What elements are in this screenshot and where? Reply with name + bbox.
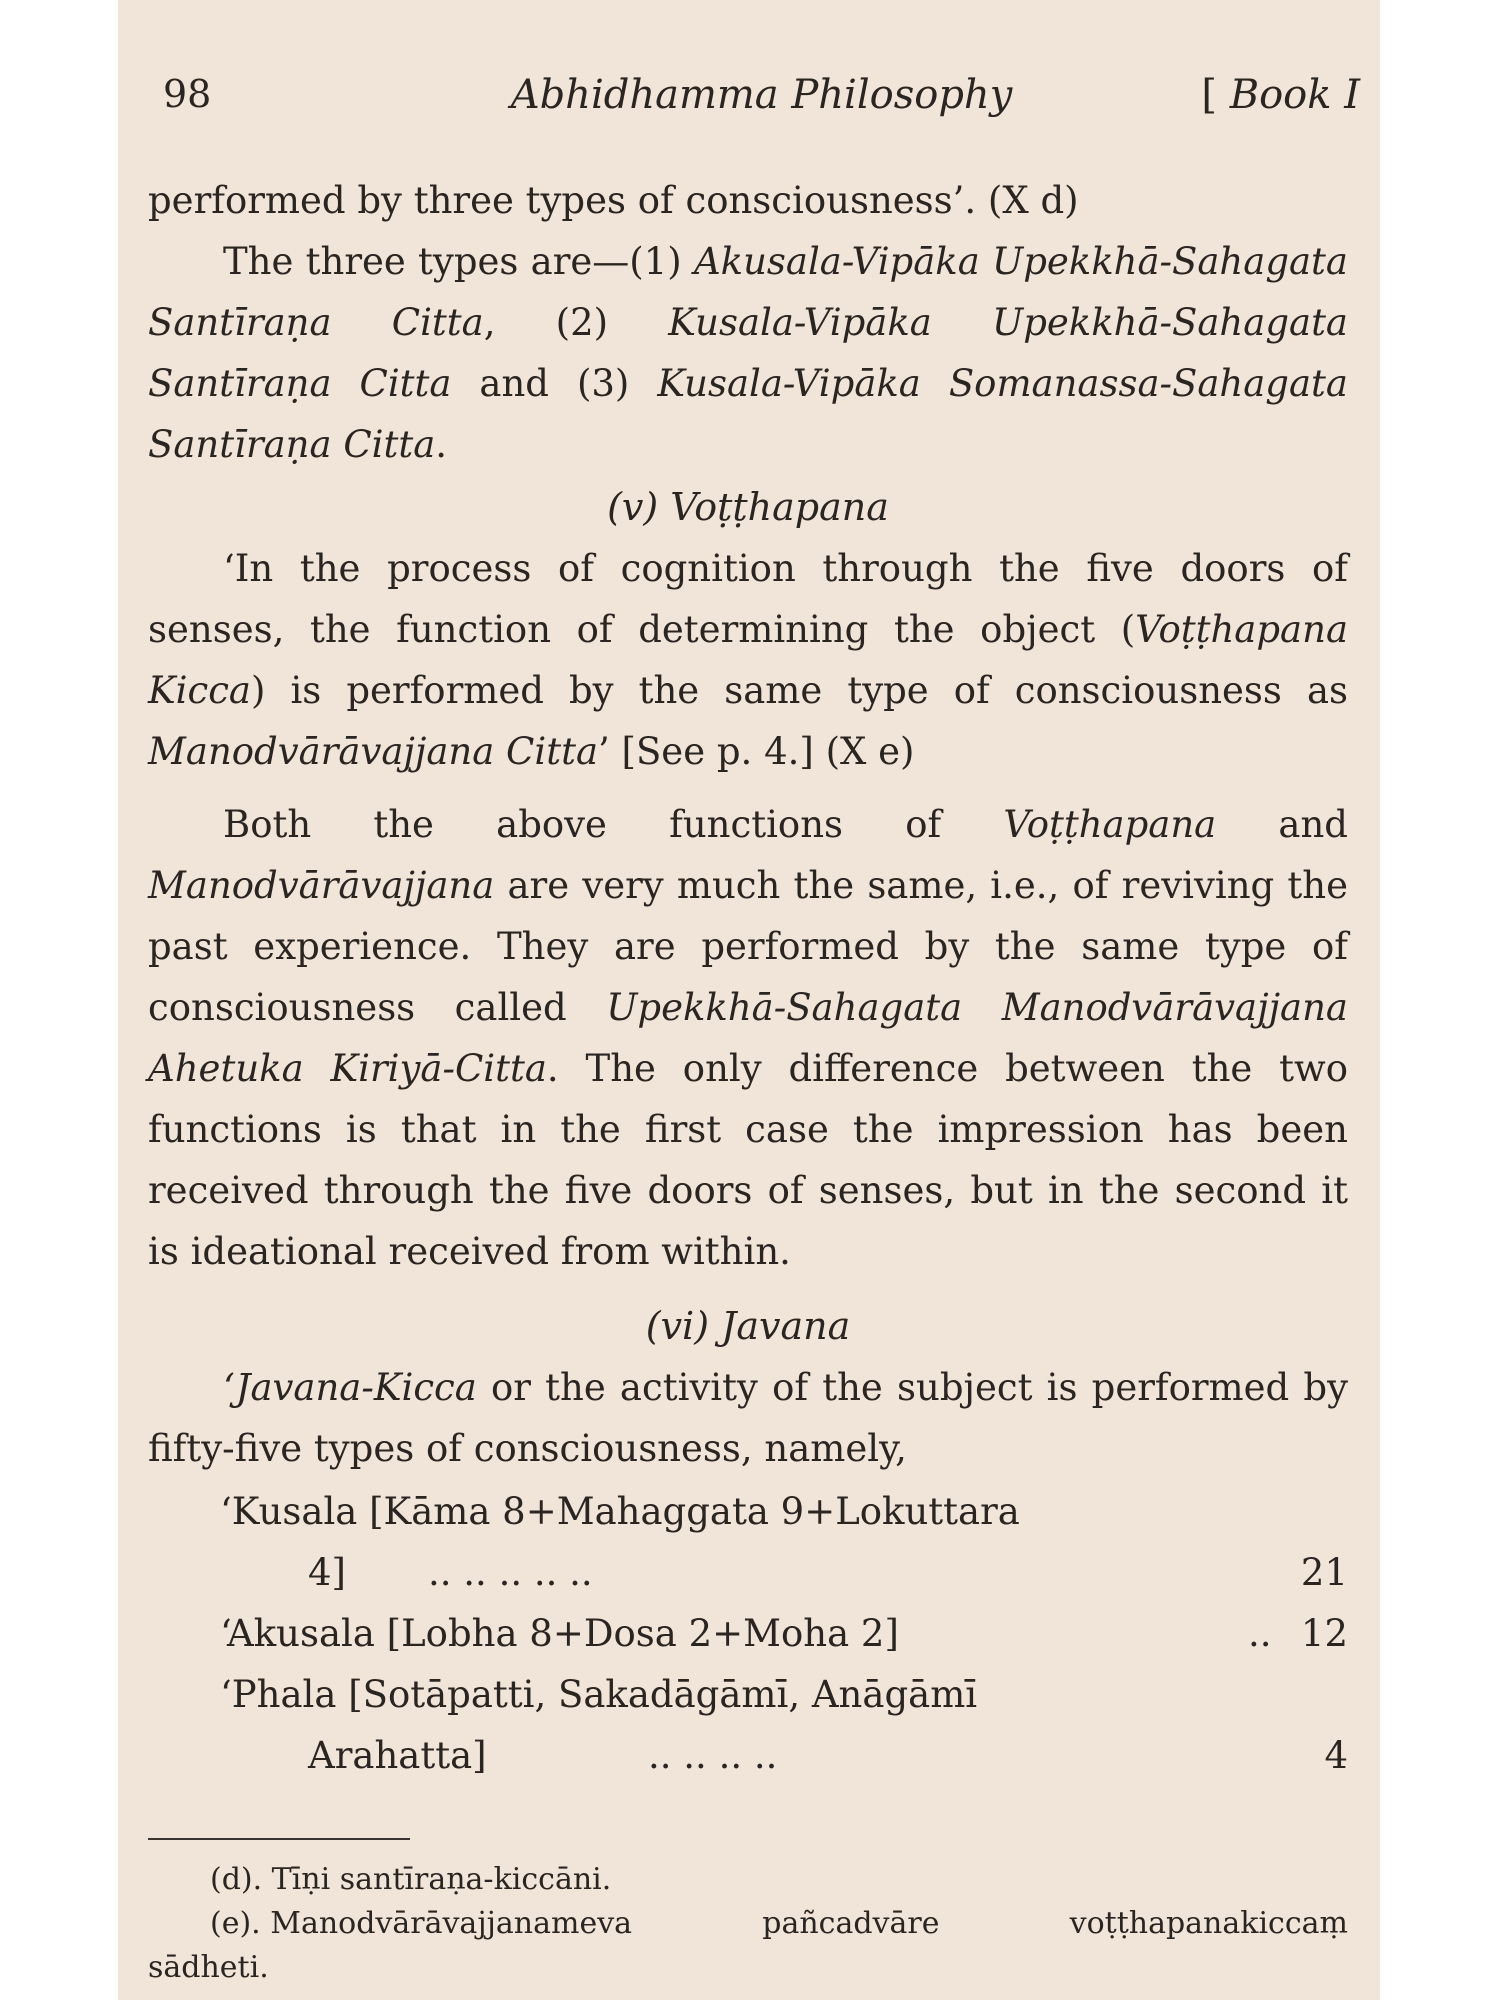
leader-dots: .. [1248, 1612, 1272, 1655]
body-text [148, 170, 1348, 1786]
both-functions-paragraph: Both the above functions of Voṭṭhapana and Manodvārāvajjana are very much the same, i.e., of reviving the past experience. They are performed by the same type of consciousness called Upekkhā-Sahagata Manodvārāvajjana Ahetuka Kiriyā-Citta. The only difference between the two functions is that in the first case the impression has been received through the five doors of senses, but in the second it is ideational received from within. [148, 803, 1348, 1273]
list-count: 21 [1300, 1551, 1348, 1594]
intro-line: performed by three types of consciousness’. (X d) [148, 179, 1079, 222]
list-item: Arahatta] .. .. .. .. 4 [148, 1725, 1348, 1786]
list-item: 4] .. .. .. .. .. 21 [148, 1542, 1348, 1603]
types-paragraph: The three types are—(1) Akusala-Vipāka Upekkhā-Sahagata Santīraṇa Citta, (2) Kusala-Vipāka Upekkhā-Sahagata Santīraṇa Citta and (3) Kusala-Vipāka Somanassa-Sahagata Santīraṇa Citta. [148, 240, 1348, 466]
leader-dots: .. .. .. .. [648, 1734, 778, 1777]
javana-paragraph: ‘Javana-Kicca or the activity of the subject is performed by fifty-five types of consciousness, namely, [148, 1366, 1348, 1470]
book-label: [ Book I [1201, 72, 1360, 118]
list-item: ‘Kusala [Kāma 8+Mahaggata 9+Lokuttara [220, 1490, 1020, 1533]
running-title: Abhidhamma Philosophy [510, 72, 1013, 118]
footnote-e: (e). Manodvārāvajjanameva pañcadvāre voṭṭhapanakiccaṃ [210, 1906, 1348, 1941]
list-item: ‘Akusala [Lobha 8+Dosa 2+Moha 2] .. 12 [148, 1603, 1348, 1664]
list-item: ‘Phala [Sotāpatti, Sakadāgāmī, Anāgāmī [220, 1673, 978, 1716]
footnote-d: (d). Tīṇi santīraṇa-kiccāni. [210, 1862, 612, 1897]
votthapana-paragraph: ‘In the process of cognition through the five doors of senses, the function of determining the object (Voṭṭhapana Kicca) is performed by the same type of consciousness as Manodvārāvajjana Citta’ [See p. 4.] (X e) [148, 547, 1348, 773]
leader-dots: .. .. .. .. .. [428, 1551, 593, 1594]
list-count: 4 [1324, 1734, 1348, 1777]
page-header [163, 72, 1360, 132]
list-count: 12 [1300, 1612, 1348, 1655]
footnote-e-continued: sādheti. [148, 1950, 269, 1985]
page-number: 98 [163, 72, 212, 116]
footnotes [148, 1858, 1348, 1990]
section-title-javana: (vi) Javana [645, 1304, 851, 1348]
section-title-votthapana: (v) Voṭṭhapana [607, 485, 889, 529]
javana-list [148, 1481, 1348, 1786]
footnote-rule [148, 1838, 410, 1840]
